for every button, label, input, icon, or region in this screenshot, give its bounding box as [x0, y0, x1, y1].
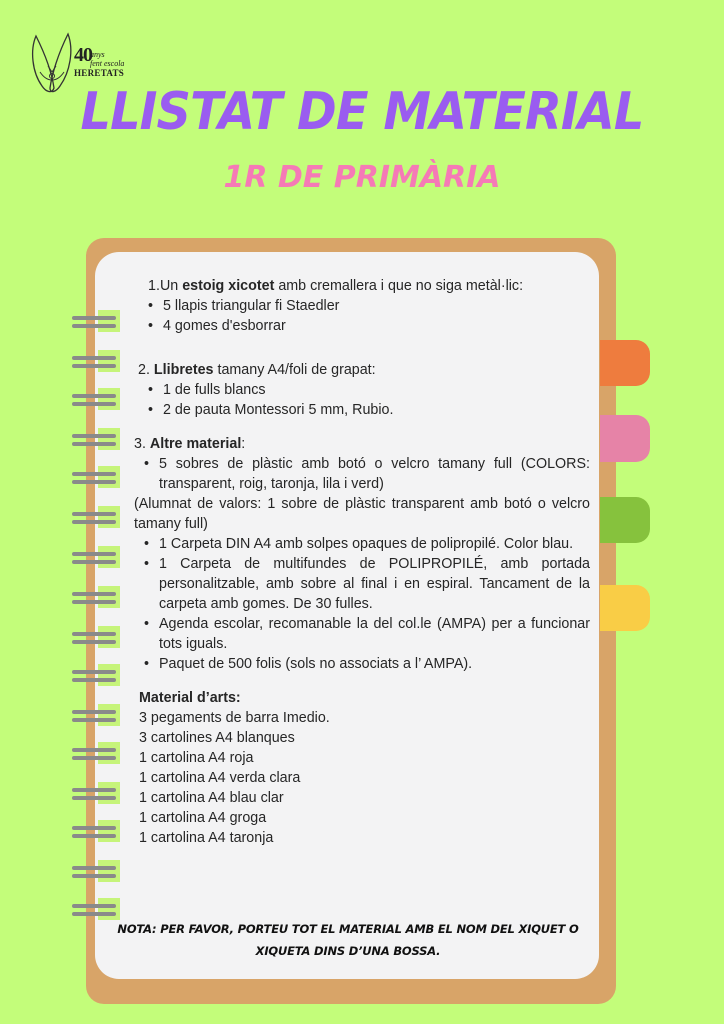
spiral-ring — [72, 586, 124, 610]
spiral-ring — [72, 782, 124, 806]
arts-heading: Material d’arts: — [139, 690, 241, 706]
spiral-ring — [72, 704, 124, 728]
logo-text-anys: anys — [90, 50, 105, 59]
spiral-ring — [72, 310, 124, 334]
section3-heading: 3. Altre material: — [134, 436, 246, 452]
arts-line: 1 cartolina A4 verda clara — [139, 770, 301, 786]
spiral-ring — [72, 820, 124, 844]
section1-heading: 1.Un estoig xicotet amb cremallera i que no siga metàl·lic: — [148, 278, 524, 294]
spiral-ring — [72, 626, 124, 650]
list-item: • 2 de pauta Montessori 5 mm, Rubio. — [138, 400, 590, 420]
logo-text-heretats: HERETATS — [74, 68, 125, 78]
section3-list-continued — [134, 534, 590, 674]
arts-line: 1 cartolina A4 blau clar — [139, 790, 284, 806]
section2-list — [134, 380, 590, 420]
spiral-ring — [72, 860, 124, 884]
list-item: • Paquet de 500 folis (sols no associats a l’ AMPA). — [134, 654, 590, 674]
orange-tab — [600, 340, 650, 386]
arts-line: 3 cartolines A4 blanques — [139, 730, 295, 746]
footer-note: NOTA: PER FAVOR, PORTEU TOT EL MATERIAL AMB EL NOM DEL XIQUET O XIQUETA DINS D’UNA BOSSA. — [117, 922, 579, 958]
list-item: • Agenda escolar, recomanable la del col.le (AMPA) per a funcionar tots iguals. — [134, 614, 590, 654]
yellow-tab — [600, 585, 650, 631]
page-subtitle: 1R DE PRIMÀRIA — [223, 160, 501, 195]
logo-text-fent-escola: fent escola — [90, 59, 125, 68]
material-list — [134, 276, 590, 848]
list-item: • 1 Carpeta DIN A4 amb solpes opaques de polipropilé. Color blau. — [134, 534, 590, 554]
list-item: • 4 gomes d'esborrar — [138, 316, 590, 336]
spiral-ring — [72, 428, 124, 452]
section3-list — [134, 454, 590, 494]
spiral-ring — [72, 742, 124, 766]
spiral-ring — [72, 466, 124, 490]
spiral-ring — [72, 546, 124, 570]
section3-note: (Alumnat de valors: 1 sobre de plàstic transparent amb botó o velcro tamany full) — [134, 496, 590, 532]
spiral-ring — [72, 350, 124, 374]
arts-line: 3 pegaments de barra Imedio. — [139, 710, 330, 726]
list-item: • 1 Carpeta de multifundes de POLIPROPILÉ, amb portada personalitzable, amb sobre al final i en espiral. Tancament de la carpeta amb gomes. De 30 fulles. — [134, 554, 590, 614]
green-tab — [600, 497, 650, 543]
list-item: • 5 llapis triangular fi Staedler — [138, 296, 590, 316]
spiral-ring — [72, 388, 124, 412]
list-item: • 5 sobres de plàstic amb botó o velcro tamany full (COLORS: transparent, roig, taronja, lila i verd) — [134, 454, 590, 494]
section2-heading: 2. Llibretes tamany A4/foli de grapat: — [138, 362, 376, 378]
arts-line: 1 cartolina A4 roja — [139, 750, 254, 766]
arts-section — [134, 688, 590, 848]
arts-line: 1 cartolina A4 groga — [139, 810, 267, 826]
list-item: • 1 de fulls blancs — [138, 380, 590, 400]
spiral-ring — [72, 506, 124, 530]
section1-list — [134, 296, 590, 336]
arts-line: 1 cartolina A4 taronja — [139, 830, 274, 846]
spiral-ring — [72, 664, 124, 688]
pink-tab — [600, 415, 650, 462]
logo-years-number: 40 — [74, 44, 92, 66]
page-title: LLISTAT DE MATERIAL — [80, 82, 644, 142]
